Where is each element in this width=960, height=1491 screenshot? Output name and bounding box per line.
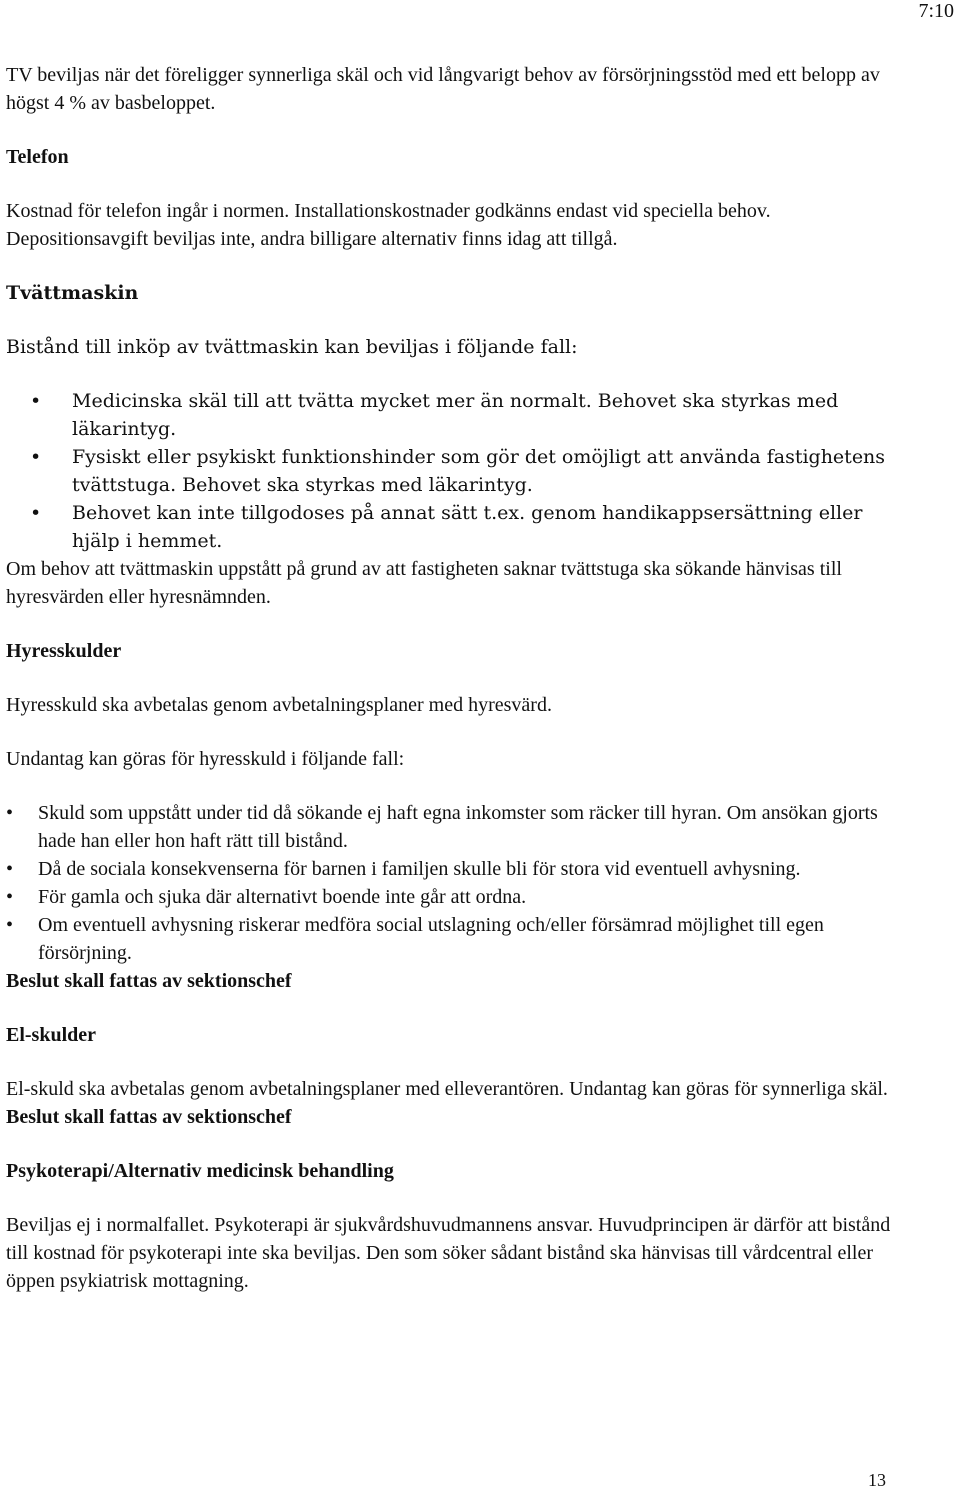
bullet-icon: • <box>30 390 42 412</box>
bullet-icon: • <box>6 802 14 824</box>
list-item: • Medicinska skäl till att tvätta mycket mer än normalt. Behovet ska styrkas med läkarintyg. <box>6 387 906 443</box>
psykoterapi-paragraph: Beviljas ej i normalfallet. Psykoterapi är sjukvårdshuvudmannens ansvar. Huvudprincipen är därför att bistånd till kostnad för psykoterapi inte ska beviljas. Den som söker sådant bistånd ska hänvisas till vårdcentral eller öppen psykiatrisk mottagning. <box>6 1214 891 1292</box>
list-item: • För gamla och sjuka där alternativt boende inte går att ordna. <box>6 883 906 911</box>
elskulder-paragraph: El-skuld ska avbetalas genom avbetalningsplaner med elleverantören. Undantag kan göras för synnerliga skäl. <box>6 1078 888 1100</box>
intro-paragraph: TV beviljas när det föreligger synnerliga skäl och vid långvarigt behov av försörjningsstöd med ett belopp av högst 4 % av basbeloppet. <box>6 64 880 114</box>
hyresskulder-paragraph-2: Undantag kan göras för hyresskuld i följande fall: <box>6 748 405 770</box>
bullet-icon: • <box>6 858 14 880</box>
elskulder-decision: Beslut skall fattas av sektionschef <box>6 1106 292 1128</box>
heading-psykoterapi: Psykoterapi/Alternativ medicinsk behandling <box>6 1160 394 1182</box>
bullet-icon: • <box>6 886 14 908</box>
bullet-icon: • <box>30 446 42 468</box>
heading-tvattmaskin: Tvättmaskin <box>6 282 139 304</box>
tvattmaskin-intro: Bistånd till inköp av tvättmaskin kan beviljas i följande fall: <box>6 336 578 358</box>
tvattmaskin-list <box>6 387 906 555</box>
tvattmaskin-note: Om behov att tvättmaskin uppstått på grund av att fastigheten saknar tvättstuga ska sökande hänvisas till hyresvärden eller hyresnämnden. <box>6 558 842 608</box>
list-item: • Skuld som uppstått under tid då sökande ej haft egna inkomster som räcker till hyran. Om ansökan gjorts hade han eller hon haft rätt till bistånd. <box>6 799 906 855</box>
document-body <box>6 61 906 1295</box>
telefon-paragraph: Kostnad för telefon ingår i normen. Installationskostnader godkänns endast vid speciella behov. Depositionsavgift beviljas inte, andra billigare alternativ finns idag att tillgå. <box>6 200 771 250</box>
list-item: • Då de sociala konsekvenserna för barnen i familjen skulle bli för stora vid eventuell avhysning. <box>6 855 906 883</box>
heading-elskulder: El-skulder <box>6 1024 97 1046</box>
page-label: 7:10 <box>918 0 954 22</box>
heading-telefon: Telefon <box>6 146 69 168</box>
list-item: • Om eventuell avhysning riskerar medföra social utslagning och/eller försämrad möjlighet till egen försörjning. <box>6 911 906 967</box>
bullet-icon: • <box>6 914 14 936</box>
hyresskulder-list <box>6 799 906 967</box>
page-number: 13 <box>868 1470 886 1490</box>
hyresskulder-decision: Beslut skall fattas av sektionschef <box>6 970 292 992</box>
section-tvattmaskin <box>6 279 906 555</box>
list-item: • Behovet kan inte tillgodoses på annat sätt t.ex. genom handikappsersättning eller hjälp i hemmet. <box>6 499 906 555</box>
list-item: • Fysiskt eller psykiskt funktionshinder som gör det omöjligt att använda fastighetens tvättstuga. Behovet ska styrkas med läkarintyg. <box>6 443 906 499</box>
bullet-icon: • <box>30 502 42 524</box>
hyresskulder-paragraph-1: Hyresskuld ska avbetalas genom avbetalningsplaner med hyresvärd. <box>6 694 552 716</box>
heading-hyresskulder: Hyresskulder <box>6 640 122 662</box>
